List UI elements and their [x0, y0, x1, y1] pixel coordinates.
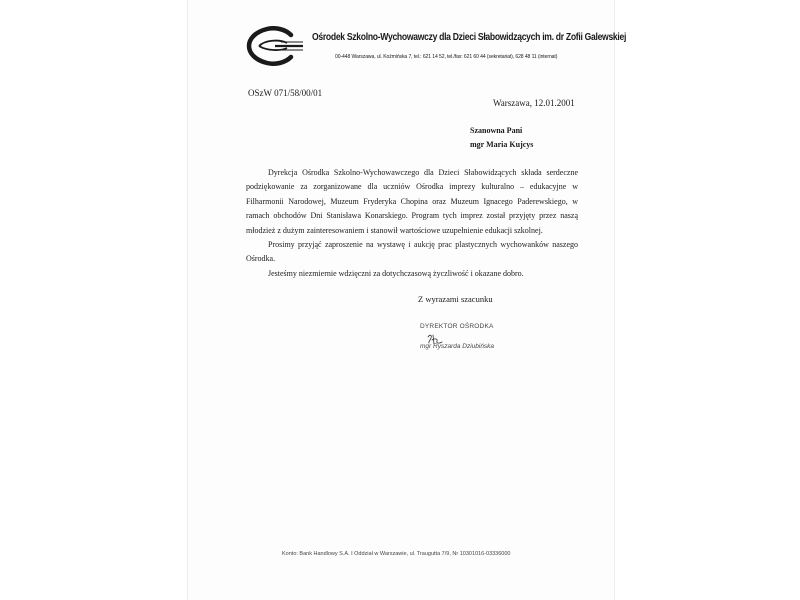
signatory-name: mgr Ryszarda Dziubińska	[420, 343, 495, 350]
closing-phrase: Z wyrazami szacunku	[418, 294, 493, 304]
body-paragraph-2: Prosimy przyjąć zaproszenie na wystawę i aukcję prac plastycznych wychowanków naszego Ośrodka.	[246, 240, 578, 264]
organization-logo-icon	[245, 26, 305, 66]
reference-number: OSzW 071/58/00/01	[248, 88, 323, 98]
recipient-name: mgr Maria Kujcys	[470, 140, 534, 149]
recipient-block	[470, 124, 533, 152]
body-paragraph-3: Jesteśmy niezmiernie wdzięczni za dotychczasową życzliwość i okazane dobro.	[268, 268, 524, 278]
signatory-title: DYREKTOR OŚRODKA	[420, 323, 494, 330]
organization-name: Ośrodek Szkolno-Wychowawczy dla Dzieci Słabowidzących im. dr Zofii Galewskiej	[312, 32, 627, 43]
bank-account-footer: Konto: Bank Handlowy S.A. I Oddział w Warszawie, ul. Traugutta 7/9, Nr 10301016-03336000	[282, 551, 511, 557]
organization-address: 00-448 Warszawa, ul. Koźmińska 7, tel.: 621 14 52, tel./fax: 621 60 44 (sekretariat), 628 48 11 (internat)	[335, 54, 558, 60]
body-paragraph-1: Dyrekcja Ośrodka Szkolno-Wychowawczego dla Dzieci Słabowidzących składa serdeczne podziękowanie za zorganizowane dla uczniów Ośrodka imprezy kulturalno – edukacyjne w Filharmonii Narodowej, Muzeum Fryderyka Chopina oraz Muzeum Ignacego Paderewskiego, w ramach obchodów Dni Stanisława Konarskiego. Program tych imprez został przyjęty przez naszą młodzież z dużym zainteresowaniem i stanowił wartościowe uzupełnienie edukacji szkolnej.	[246, 168, 578, 235]
letter-body	[246, 166, 578, 281]
letter-page	[187, 0, 627, 600]
place-and-date: Warszawa, 12.01.2001	[493, 98, 575, 108]
recipient-salutation: Szanowna Pani	[470, 126, 523, 135]
